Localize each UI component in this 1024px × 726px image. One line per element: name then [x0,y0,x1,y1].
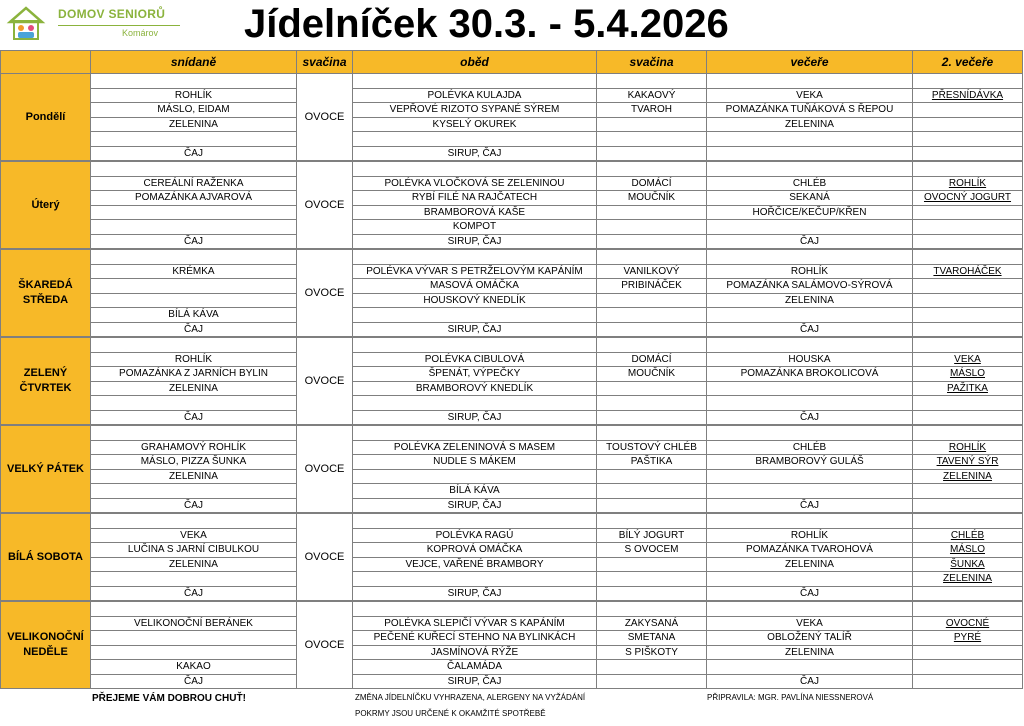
snack-2-cell [597,132,707,147]
dinner-cell: HOUSKA [707,352,913,367]
second-dinner-cell: ŠUNKA [913,557,1023,572]
table-row [1,616,1023,631]
lunch-cell: RYBÍ FILÉ NA RAJČATECH [353,191,597,206]
second-dinner-cell [913,498,1023,513]
dinner-cell [707,513,913,528]
snack-2-cell: S OVOCEM [597,543,707,558]
second-dinner-cell [913,249,1023,264]
snack-2-cell [597,425,707,440]
breakfast-cell: LUČINA S JARNÍ CIBULKOU [91,543,297,558]
breakfast-cell: ČAJ [91,498,297,513]
snack-2-cell [597,205,707,220]
second-dinner-cell [913,293,1023,308]
lunch-cell [353,513,597,528]
breakfast-cell: ČAJ [91,146,297,161]
breakfast-cell [91,220,297,235]
table-row [1,293,1023,308]
menu-table [0,50,1023,689]
day-label: ŠKAREDÁ STŘEDA [1,249,91,337]
lunch-cell: NUDLE S MÁKEM [353,455,597,470]
breakfast-cell: ČAJ [91,322,297,337]
day-label: VELIKONOČNÍ NEDĚLE [1,601,91,689]
dinner-cell: VEKA [707,616,913,631]
footer-note-changes: ZMĚNA JÍDELNÍČKU VYHRAZENA, ALERGENY NA VYŽÁDÁNÍ [355,693,586,702]
lunch-cell: POLÉVKA RAGÚ [353,528,597,543]
snack-1-cell: OVOCE [297,249,353,337]
second-dinner-cell [913,337,1023,352]
snack-2-cell: TOUSTOVÝ CHLÉB [597,440,707,455]
header-snack-1: svačina [297,51,353,74]
breakfast-cell: POMAZÁNKA AJVAROVÁ [91,191,297,206]
snack-2-cell [597,234,707,249]
snack-2-cell [597,586,707,601]
second-dinner-cell: MÁSLO [913,367,1023,382]
breakfast-cell [91,425,297,440]
snack-2-cell: KAKAOVÝ [597,88,707,103]
snack-2-cell: S PIŠKOTY [597,645,707,660]
second-dinner-cell [913,103,1023,118]
table-row [1,322,1023,337]
lunch-cell: SIRUP, ČAJ [353,146,597,161]
dinner-cell: VEKA [707,88,913,103]
table-row [1,191,1023,206]
dinner-cell: ČAJ [707,322,913,337]
house-logo-icon [6,4,46,42]
second-dinner-cell [913,322,1023,337]
second-dinner-cell: TVAROHÁČEK [913,264,1023,279]
day-label: Úterý [1,161,91,249]
header-day [1,51,91,74]
lunch-cell [353,601,597,616]
brand-town: Komárov [122,28,159,38]
dinner-cell [707,161,913,176]
breakfast-cell: GRAHAMOVÝ ROHLÍK [91,440,297,455]
dinner-cell: OBLOŽENÝ TALÍŘ [707,631,913,646]
breakfast-cell: KRÉMKA [91,264,297,279]
table-row [1,234,1023,249]
second-dinner-cell: PYRÉ [913,631,1023,646]
breakfast-cell: ROHLÍK [91,352,297,367]
table-row [1,74,1023,89]
breakfast-cell [91,572,297,587]
footer [0,686,1024,724]
second-dinner-cell [913,279,1023,294]
dinner-cell: BRAMBOROVÝ GULÁŠ [707,455,913,470]
lunch-cell: MASOVÁ OMÁČKA [353,279,597,294]
lunch-cell [353,469,597,484]
snack-1-cell: OVOCE [297,513,353,601]
table-row [1,484,1023,499]
dinner-cell: ROHLÍK [707,264,913,279]
lunch-cell [353,74,597,89]
page-title: Jídelníček 30.3. - 5.4.2026 [244,2,729,46]
day-label: VELKÝ PÁTEK [1,425,91,513]
snack-1-cell: OVOCE [297,161,353,249]
dinner-cell: ZELENINA [707,117,913,132]
dinner-cell [707,146,913,161]
breakfast-cell: ČAJ [91,586,297,601]
table-row [1,308,1023,323]
breakfast-cell: ZELENINA [91,469,297,484]
table-row [1,205,1023,220]
dinner-cell [707,484,913,499]
lunch-cell: POLÉVKA SLEPIČÍ VÝVAR S KAPÁNÍM [353,616,597,631]
snack-2-cell [597,117,707,132]
second-dinner-cell [913,484,1023,499]
lunch-cell: BRAMBOROVÝ KNEDLÍK [353,381,597,396]
table-row [1,660,1023,675]
day-label: Pondělí [1,74,91,162]
breakfast-cell [91,601,297,616]
breakfast-cell [91,249,297,264]
dinner-cell: ČAJ [707,234,913,249]
dinner-cell: POMAZÁNKA SALÁMOVO-SÝROVÁ [707,279,913,294]
snack-2-cell [597,469,707,484]
dinner-cell [707,660,913,675]
dinner-cell: ČAJ [707,674,913,689]
table-row [1,146,1023,161]
brand-name: DOMOV SENIORŮ [58,7,166,21]
lunch-cell [353,161,597,176]
second-dinner-cell: PŘESNÍDÁVKA [913,88,1023,103]
dinner-cell [707,308,913,323]
breakfast-cell [91,161,297,176]
table-row [1,645,1023,660]
dinner-cell: POMAZÁNKA TVAROHOVÁ [707,543,913,558]
second-dinner-cell: ROHLÍK [913,176,1023,191]
second-dinner-cell [913,645,1023,660]
snack-1-cell: OVOCE [297,74,353,162]
breakfast-cell: ČAJ [91,674,297,689]
dinner-cell [707,337,913,352]
breakfast-cell: ČAJ [91,234,297,249]
snack-2-cell: PAŠTIKA [597,455,707,470]
table-row [1,88,1023,103]
second-dinner-cell: MÁSLO [913,543,1023,558]
snack-2-cell [597,484,707,499]
breakfast-cell: BÍLÁ KÁVA [91,308,297,323]
breakfast-cell [91,337,297,352]
breakfast-cell: VEKA [91,528,297,543]
lunch-cell [353,132,597,147]
dinner-cell [707,220,913,235]
snack-2-cell: DOMÁCÍ [597,352,707,367]
dinner-cell [707,249,913,264]
lunch-cell: POLÉVKA ZELENINOVÁ S MASEM [353,440,597,455]
snack-2-cell [597,381,707,396]
snack-2-cell: TVAROH [597,103,707,118]
lunch-cell: POLÉVKA CIBULOVÁ [353,352,597,367]
day-label: ZELENÝ ČTVRTEK [1,337,91,425]
dinner-cell: ROHLÍK [707,528,913,543]
second-dinner-cell: TAVENÝ SÝR [913,455,1023,470]
dinner-cell: ČAJ [707,498,913,513]
table-row [1,631,1023,646]
table-row [1,586,1023,601]
snack-2-cell [597,410,707,425]
snack-2-cell [597,337,707,352]
snack-2-cell: ZAKYSANÁ [597,616,707,631]
second-dinner-cell [913,234,1023,249]
second-dinner-cell: ZELENINA [913,572,1023,587]
breakfast-cell: CEREÁLNÍ RAŽENKA [91,176,297,191]
lunch-cell [353,308,597,323]
table-row [1,528,1023,543]
header-snack-2: svačina [597,51,707,74]
second-dinner-cell [913,396,1023,411]
dinner-cell: ČAJ [707,586,913,601]
snack-1-cell: OVOCE [297,337,353,425]
snack-2-cell [597,513,707,528]
lunch-cell: KYSELÝ OKUREK [353,117,597,132]
breakfast-cell [91,74,297,89]
second-dinner-cell [913,410,1023,425]
snack-2-cell [597,74,707,89]
breakfast-cell [91,631,297,646]
snack-1-cell: OVOCE [297,425,353,513]
table-row [1,367,1023,382]
snack-2-cell: DOMÁCÍ [597,176,707,191]
lunch-cell: ŠPENÁT, VÝPEČKY [353,367,597,382]
table-row [1,337,1023,352]
dinner-cell [707,469,913,484]
snack-2-cell [597,322,707,337]
snack-2-cell: BÍLÝ JOGURT [597,528,707,543]
table-row [1,279,1023,294]
second-dinner-cell: VEKA [913,352,1023,367]
footer-wish: PŘEJEME VÁM DOBROU CHUŤ! [92,693,246,704]
second-dinner-cell [913,161,1023,176]
dinner-cell: ZELENINA [707,293,913,308]
second-dinner-cell [913,205,1023,220]
table-row [1,249,1023,264]
second-dinner-cell: PAŽITKA [913,381,1023,396]
lunch-cell: SIRUP, ČAJ [353,322,597,337]
second-dinner-cell: OVOCNÝ JOGURT [913,191,1023,206]
lunch-cell: POLÉVKA KULAJDA [353,88,597,103]
second-dinner-cell [913,220,1023,235]
second-dinner-cell [913,117,1023,132]
header-row [1,51,1023,74]
snack-2-cell: MOUČNÍK [597,367,707,382]
lunch-cell: BÍLÁ KÁVA [353,484,597,499]
header-dinner: večeře [707,51,913,74]
footer-prepared-by: PŘIPRAVILA: MGR. PAVLÍNA NIESSNEROVÁ [707,693,874,702]
lunch-cell [353,396,597,411]
lunch-cell [353,572,597,587]
header-lunch: oběd [353,51,597,74]
table-row [1,220,1023,235]
snack-2-cell: MOUČNÍK [597,191,707,206]
lunch-cell: HOUSKOVÝ KNEDLÍK [353,293,597,308]
logo [6,4,216,44]
day-label: BÍLÁ SOBOTA [1,513,91,601]
lunch-cell [353,249,597,264]
breakfast-cell: VELIKONOČNÍ BERÁNEK [91,616,297,631]
dinner-cell: POMAZÁNKA TUŇÁKOVÁ S ŘEPOU [707,103,913,118]
lunch-cell: BRAMBOROVÁ KAŠE [353,205,597,220]
table-row [1,161,1023,176]
lunch-cell: VEJCE, VAŘENÉ BRAMBORY [353,557,597,572]
footer-note-consumption: POKRMY JSOU URČENÉ K OKAMŽITÉ SPOTŘEBĚ [355,709,546,718]
snack-2-cell [597,660,707,675]
second-dinner-cell [913,146,1023,161]
dinner-cell: CHLÉB [707,440,913,455]
snack-2-cell [597,601,707,616]
snack-2-cell [597,249,707,264]
dinner-cell: HOŘČICE/KEČUP/KŘEN [707,205,913,220]
breakfast-cell: MÁSLO, PIZZA ŠUNKA [91,455,297,470]
table-row [1,396,1023,411]
snack-2-cell: VANILKOVÝ [597,264,707,279]
table-row [1,557,1023,572]
lunch-cell: KOPROVÁ OMÁČKA [353,543,597,558]
brand-underline [58,25,180,26]
dinner-cell [707,132,913,147]
dinner-cell: ČAJ [707,410,913,425]
snack-2-cell [597,293,707,308]
snack-2-cell [597,220,707,235]
table-row [1,352,1023,367]
lunch-cell [353,337,597,352]
table-row [1,601,1023,616]
table-row [1,381,1023,396]
second-dinner-cell: ROHLÍK [913,440,1023,455]
lunch-cell [353,425,597,440]
breakfast-cell [91,279,297,294]
snack-1-cell: OVOCE [297,601,353,689]
table-row [1,572,1023,587]
table-row [1,513,1023,528]
second-dinner-cell [913,132,1023,147]
table-row [1,103,1023,118]
lunch-cell: SIRUP, ČAJ [353,674,597,689]
dinner-cell [707,381,913,396]
dinner-cell [707,601,913,616]
table-row [1,498,1023,513]
snack-2-cell: PRIBINÁČEK [597,279,707,294]
table-row [1,455,1023,470]
table-row [1,543,1023,558]
second-dinner-cell [913,660,1023,675]
lunch-cell: VEPŘOVÉ RIZOTO SYPANÉ SÝREM [353,103,597,118]
table-row [1,264,1023,279]
breakfast-cell [91,396,297,411]
table-row [1,425,1023,440]
lunch-cell: KOMPOT [353,220,597,235]
dinner-cell: POMAZÁNKA BROKOLICOVÁ [707,367,913,382]
breakfast-cell: MÁSLO, EIDAM [91,103,297,118]
dinner-cell [707,396,913,411]
snack-2-cell [597,557,707,572]
second-dinner-cell [913,601,1023,616]
lunch-cell: SIRUP, ČAJ [353,410,597,425]
dinner-cell [707,74,913,89]
lunch-cell: SIRUP, ČAJ [353,498,597,513]
second-dinner-cell: CHLÉB [913,528,1023,543]
breakfast-cell [91,645,297,660]
second-dinner-cell [913,586,1023,601]
breakfast-cell [91,484,297,499]
dinner-cell: ZELENINA [707,557,913,572]
breakfast-cell [91,132,297,147]
table-row [1,410,1023,425]
breakfast-cell [91,513,297,528]
header-breakfast: snídaně [91,51,297,74]
table-row [1,469,1023,484]
dinner-cell: ZELENINA [707,645,913,660]
second-dinner-cell [913,74,1023,89]
second-dinner-cell [913,425,1023,440]
table-row [1,117,1023,132]
snack-2-cell [597,146,707,161]
lunch-cell: SIRUP, ČAJ [353,234,597,249]
lunch-cell: JASMÍNOVÁ RÝŽE [353,645,597,660]
second-dinner-cell [913,308,1023,323]
lunch-cell: PEČENÉ KUŘECÍ STEHNO NA BYLINKÁCH [353,631,597,646]
breakfast-cell [91,205,297,220]
snack-2-cell [597,308,707,323]
breakfast-cell [91,293,297,308]
lunch-cell: POLÉVKA VLOČKOVÁ SE ZELENINOU [353,176,597,191]
lunch-cell: SIRUP, ČAJ [353,586,597,601]
dinner-cell [707,572,913,587]
snack-2-cell [597,161,707,176]
breakfast-cell: POMAZÁNKA Z JARNÍCH BYLIN [91,367,297,382]
breakfast-cell: ZELENINA [91,381,297,396]
breakfast-cell: ČAJ [91,410,297,425]
table-row [1,132,1023,147]
second-dinner-cell: OVOCNÉ [913,616,1023,631]
breakfast-cell: ZELENINA [91,557,297,572]
breakfast-cell: ZELENINA [91,117,297,132]
second-dinner-cell: ZELENINA [913,469,1023,484]
snack-2-cell [597,498,707,513]
table-row [1,176,1023,191]
dinner-cell: CHLÉB [707,176,913,191]
dinner-cell: SEKANÁ [707,191,913,206]
header-second-dinner: 2. večeře [913,51,1023,74]
snack-2-cell [597,396,707,411]
lunch-cell: POLÉVKA VÝVAR S PETRŽELOVÝM KAPÁNÍM [353,264,597,279]
snack-2-cell [597,572,707,587]
breakfast-cell: KAKAO [91,660,297,675]
dinner-cell [707,425,913,440]
breakfast-cell: ROHLÍK [91,88,297,103]
lunch-cell: ČALAMÁDA [353,660,597,675]
snack-2-cell: SMETANA [597,631,707,646]
table-row [1,440,1023,455]
second-dinner-cell [913,513,1023,528]
